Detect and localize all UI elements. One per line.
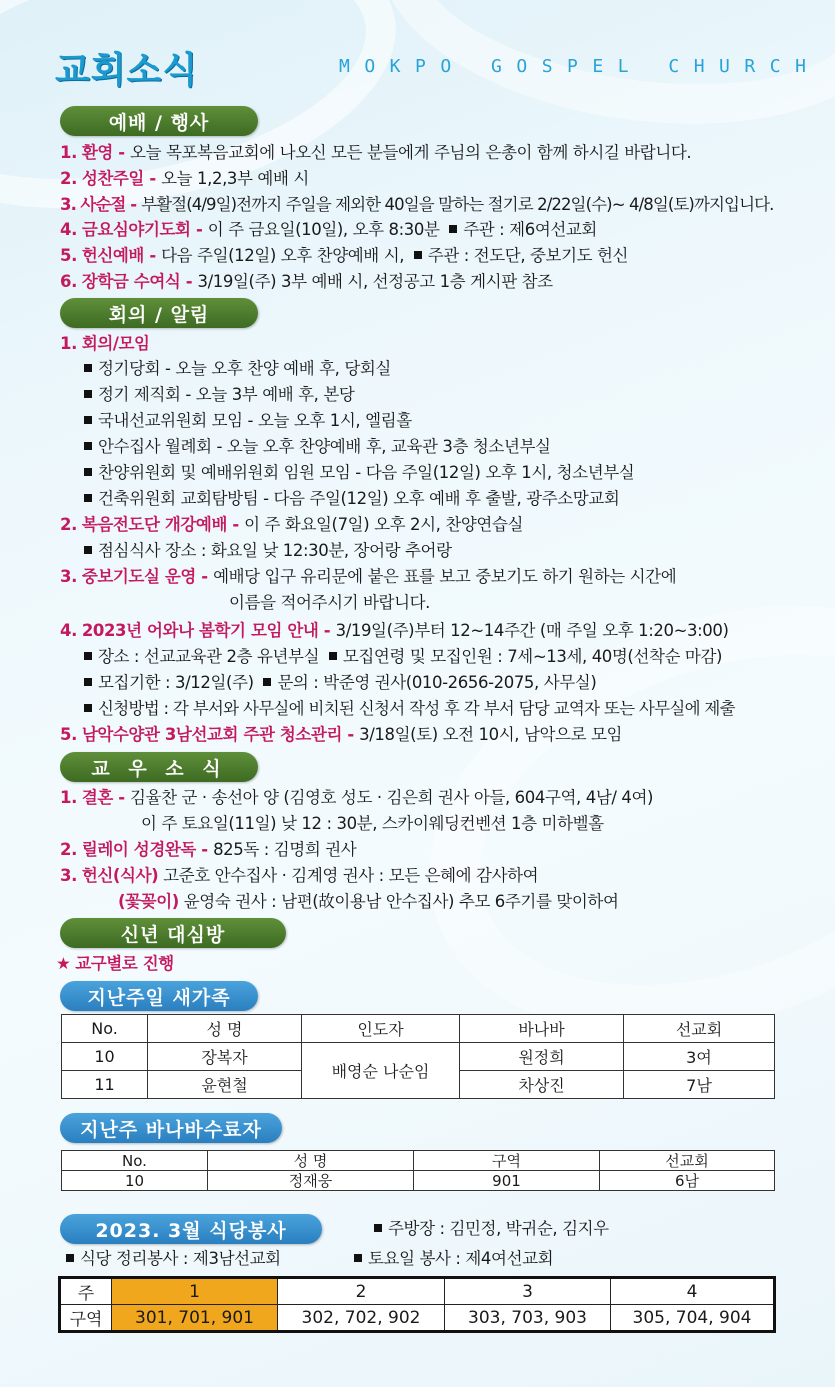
page-title: 교회소식: [55, 50, 199, 91]
section-meeting-label: 회의 / 알림: [60, 298, 258, 328]
square-bullet-icon: [449, 225, 457, 233]
meeting-item: 국내선교위원회 모임 - 오늘 오후 1시, 엘림홀: [84, 410, 412, 432]
square-bullet-icon: [84, 416, 92, 424]
square-bullet-icon: [84, 364, 92, 372]
square-bullet-icon: [84, 546, 92, 554]
barnabas-table: [61, 1150, 775, 1191]
worship-item-4: 4. 금요심야기도회 - 이 주 금요일(10일), 오후 8:30분 주관 : 제6여선교회: [60, 220, 597, 239]
church-name: MOKPO GOSPEL CHURCH: [339, 56, 821, 77]
worship-item-5: 5. 헌신예배 - 다음 주일(12일) 오후 찬양예배 시, 주관 : 전도단, 중보기도 헌신: [60, 246, 629, 265]
table-header-row: No. 성 명 구역 선교회: [62, 1151, 775, 1171]
notice-item-3: 3. 중보기도실 운영 - 예배당 입구 유리문에 붙은 표를 보고 중보기도 하기 원하는 시간에: [60, 567, 677, 586]
square-bullet-icon: [374, 1224, 382, 1232]
table-row: 10 정재웅 901 6남: [62, 1171, 775, 1191]
meeting-item: 정기 제직회 - 오늘 3부 예배 후, 본당: [84, 384, 354, 406]
leader-cell: 배영순 나순임: [302, 1043, 460, 1099]
section-worship-label: 예배 / 행사: [60, 106, 258, 136]
cafeteria-table: [58, 1276, 776, 1333]
page-header: [55, 42, 821, 92]
notice-item-3-cont: 이름을 적어주시기 바랍니다.: [229, 593, 431, 612]
member-news-3: 3. 헌신(식사) 고준호 안수집사 · 김계영 권사 : 모든 은혜에 감사하여: [60, 866, 539, 885]
square-bullet-icon: [84, 704, 92, 712]
table-row: 11 윤현철 차상진 7남: [62, 1071, 775, 1099]
member-news-1-cont: 이 주 토요일(11일) 낮 12 : 30분, 스카이웨딩컨벤션 1층 미하벨홀: [141, 814, 604, 833]
kitchen-staff: 주방장 : 김민정, 박귀순, 김지우: [374, 1218, 609, 1240]
notice-item-2: 2. 복음전도단 개강예배 - 이 주 화요일(7일) 오후 2시, 찬양연습실: [60, 515, 524, 534]
meeting-item: 안수집사 월례회 - 오늘 오후 찬양예배 후, 교육관 3층 청소년부실: [84, 436, 551, 458]
saturday-team: 토요일 봉사 : 제4여선교회: [354, 1248, 553, 1270]
member-news-2: 2. 릴레이 성경완독 - 825독 : 김명희 권사: [60, 840, 357, 859]
worship-item-2: 2. 성찬주일 - 오늘 1,2,3부 예배 시: [60, 169, 309, 188]
square-bullet-icon: [66, 1254, 74, 1262]
table-row: 구역 301, 701, 901 302, 702, 902 303, 703, 903 305, 704, 904: [60, 1305, 775, 1332]
new-family-label: 지난주일 새가족: [60, 981, 258, 1011]
notice-item-4-detail: 신청방법 : 각 부서와 사무실에 비치된 신청서 작성 후 각 부서 담당 교역자 또는 사무실에 제출: [84, 698, 735, 720]
table-row: 10 장복자 배영순 나순임 원정희 3여: [62, 1043, 775, 1071]
square-bullet-icon: [84, 390, 92, 398]
worship-item-6: 6. 장학금 수여식 - 3/19일(주) 3부 예배 시, 선정공고 1층 게시판 참조: [60, 272, 553, 291]
cleanup-team: 식당 정리봉사 : 제3남선교회: [66, 1248, 281, 1270]
square-bullet-icon: [263, 678, 271, 686]
notice-item-4-detail: 모집기한 : 3/12일(주) 문의 : 박준영 권사(010-2656-2075, 사무실): [84, 672, 596, 694]
meeting-item: 정기당회 - 오늘 오후 찬양 예배 후, 당회실: [84, 358, 391, 380]
square-bullet-icon: [84, 494, 92, 502]
square-bullet-icon: [354, 1254, 362, 1262]
table-header-row: No. 성 명 인도자 바나바 선교회: [62, 1015, 775, 1043]
meeting-item: 찬양위원회 및 예배위원회 임원 모임 - 다음 주일(12일) 오후 1시, 청소년부실: [84, 462, 634, 484]
square-bullet-icon: [84, 468, 92, 476]
square-bullet-icon: [84, 442, 92, 450]
notice-item-2-sub: 점심식사 장소 : 화요일 낮 12:30분, 장어랑 추어랑: [84, 540, 452, 562]
barnabas-label: 지난주 바나바수료자: [60, 1113, 282, 1143]
worship-item-1: 1. 환영 - 오늘 목포복음교회에 나오신 모든 분들에게 주님의 은총이 함께 하시길 바랍니다.: [60, 143, 692, 162]
section-members-label: 교 우 소 식: [60, 752, 258, 782]
worship-item-3: 3. 사순절 - 부활절(4/9일)전까지 주일을 제외한 40일을 말하는 절기로 2/22일(수)~ 4/8일(토)까지입니다.: [60, 195, 774, 214]
star-icon: ★: [56, 954, 71, 973]
square-bullet-icon: [329, 652, 337, 660]
table-header-row: 주 1 2 3 4: [60, 1278, 775, 1305]
square-bullet-icon: [84, 678, 92, 686]
square-bullet-icon: [84, 652, 92, 660]
notice-item-4: 4. 2023년 어와나 봄학기 모임 안내 - 3/19일(주)부터 12~14주간 (매 주일 오후 1:20~3:00): [60, 621, 729, 640]
notice-item-5: 5. 남악수양관 3남선교회 주관 청소관리 - 3/18일(토) 오전 10시, 남악으로 모임: [60, 725, 623, 744]
notice-item-4-detail: 장소 : 선교교육관 2층 유년부실 모집연령 및 모집인원 : 7세~13세, 40명(선착순 마감): [84, 646, 722, 668]
member-news-3-cont: (꽃꽂이) 윤영숙 권사 : 남편(故이용남 안수집사) 추모 6주기를 맞이하여: [118, 892, 619, 911]
visitation-note: ★ 교구별로 진행: [56, 954, 174, 973]
section-visitation-label: 신년 대심방: [60, 918, 286, 948]
meeting-heading: 1. 회의/모임: [60, 334, 150, 353]
cafeteria-label: 2023. 3월 식당봉사: [60, 1214, 322, 1244]
square-bullet-icon: [414, 251, 422, 259]
member-news-1: 1. 결혼 - 김율찬 군 · 송선아 양 (김영호 성도 · 김은희 권사 아들, 604구역, 4남/ 4여): [60, 788, 654, 807]
meeting-item: 건축위원회 교회탐방팀 - 다음 주일(12일) 오후 예배 후 출발, 광주소망교회: [84, 488, 619, 510]
new-family-table: [61, 1014, 775, 1099]
